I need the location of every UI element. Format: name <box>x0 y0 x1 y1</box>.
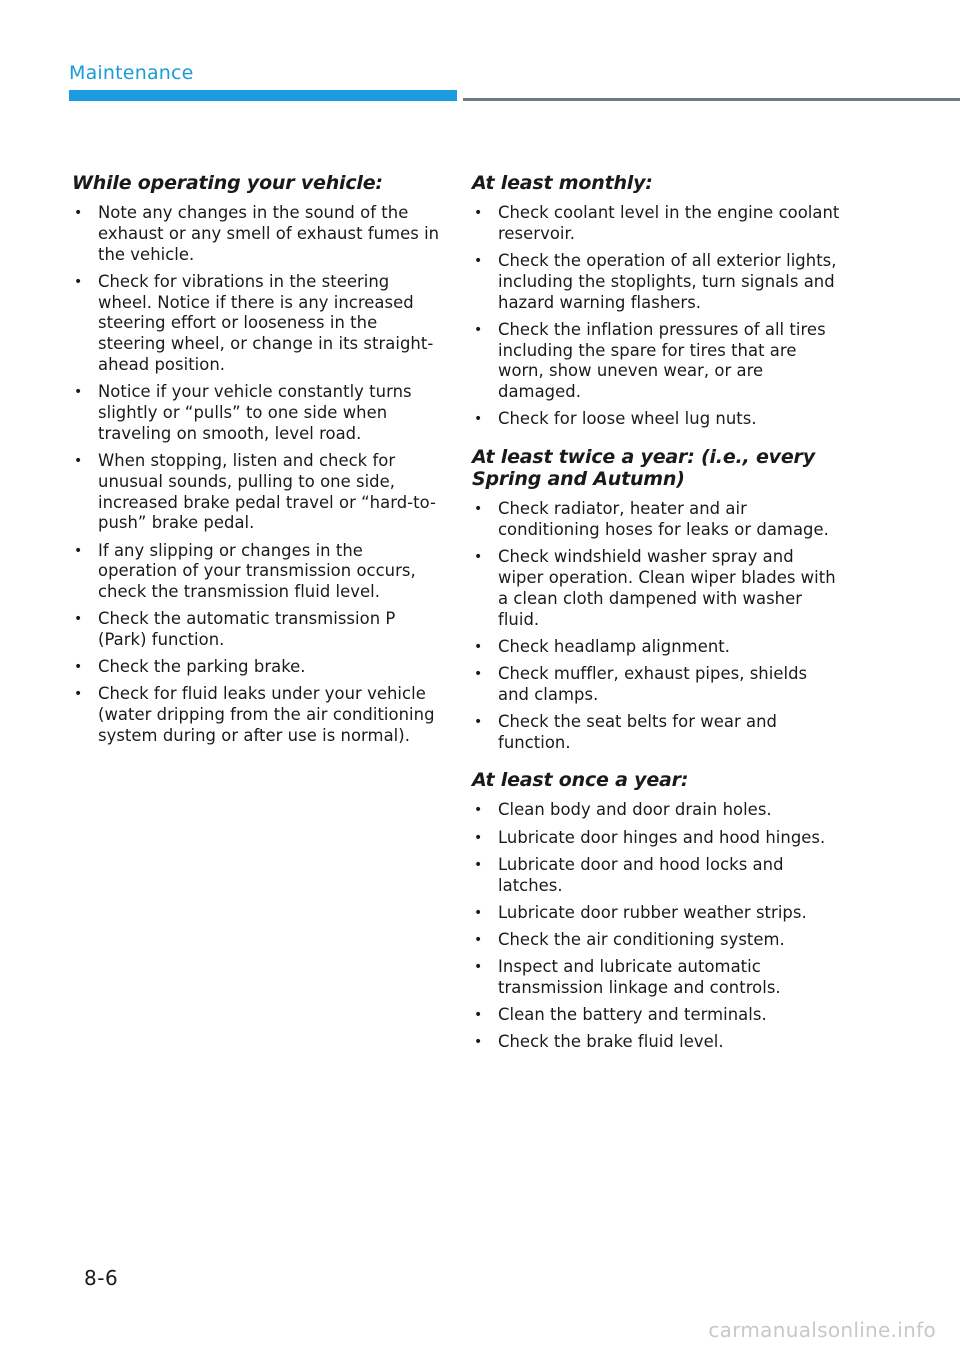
list-item-text: Lubricate door hinges and hood hinges. <box>498 827 826 847</box>
bullet-icon: • <box>474 1007 483 1024</box>
bullet-icon: • <box>474 321 483 338</box>
list-item-text: Lubricate door rubber weather strips. <box>498 902 807 922</box>
bullet-icon: • <box>474 932 483 949</box>
list-item <box>72 272 444 376</box>
list-item <box>472 1032 842 1053</box>
section-heading: At least monthly: <box>472 172 653 194</box>
bullet-icon: • <box>474 856 483 873</box>
bullet-icon: • <box>474 638 483 655</box>
list-item-text: Clean the battery and terminals. <box>498 1005 767 1025</box>
section-monthly <box>472 172 842 430</box>
left-column <box>72 172 444 763</box>
list-item-text: Check the air conditioning system. <box>498 930 785 950</box>
list-item <box>472 203 842 245</box>
list-item-text: Check for vibrations in the steering wheel. Notice if there is any increased steering effort or looseness in the steering wheel, or change in its straight-ahead position. <box>98 271 434 374</box>
section-heading: At least once a year: <box>472 769 689 792</box>
bullet-icon: • <box>474 959 483 976</box>
bullet-icon: • <box>74 452 83 469</box>
bullet-icon: • <box>74 205 83 221</box>
list-item-text: Check the seat belts for wear and function. <box>498 711 777 752</box>
list-item <box>72 203 444 265</box>
bullet-icon: • <box>74 273 83 290</box>
list-item-text: Check headlamp alignment. <box>498 636 730 656</box>
section-heading: While operating your vehicle: <box>72 172 383 194</box>
list-item-text: Check windshield washer spray and wiper operation. Clean wiper blades with a clean cloth dampened with washer fluid. <box>498 547 836 629</box>
list-item <box>472 320 842 403</box>
list-item <box>72 657 444 678</box>
bullet-icon: • <box>474 205 483 221</box>
list-item <box>72 684 444 746</box>
checklist <box>472 800 842 1053</box>
bullet-icon: • <box>474 802 483 819</box>
bullet-icon: • <box>474 252 483 269</box>
list-item-text: Check for fluid leaks under your vehicle (water dripping from the air conditioning system during or after use is normal). <box>98 684 435 746</box>
bullet-icon: • <box>474 1034 483 1051</box>
list-item-text: Check muffler, exhaust pipes, shields and clamps. <box>498 663 808 704</box>
list-item <box>472 547 842 630</box>
bullet-icon: • <box>474 904 483 921</box>
list-item <box>72 609 444 651</box>
section-title: Maintenance <box>69 62 194 84</box>
list-item <box>472 957 842 999</box>
bullet-icon: • <box>74 659 83 676</box>
list-item <box>472 1005 842 1026</box>
bullet-icon: • <box>474 501 483 518</box>
list-item-text: Inspect and lubricate automatic transmission linkage and controls. <box>498 957 781 997</box>
list-item-text: Check for loose wheel lug nuts. <box>498 409 757 429</box>
list-item <box>472 499 842 541</box>
list-item <box>472 712 842 754</box>
list-item <box>72 451 444 534</box>
page-number: 8-6 <box>84 1266 119 1290</box>
bullet-icon: • <box>474 713 483 730</box>
bullet-icon: • <box>74 611 83 628</box>
list-item-text: Check the operation of all exterior lights, including the stoplights, turn signals and hazard warning flashers. <box>498 250 837 312</box>
section-heading: At least twice a year: (i.e., every Spring and Autumn) <box>472 446 815 491</box>
checklist <box>472 499 842 753</box>
list-item-text: Check the parking brake. <box>98 657 306 677</box>
list-item <box>72 541 444 603</box>
bullet-icon: • <box>474 829 483 846</box>
section-while-operating <box>72 172 444 747</box>
header-accent-rule <box>69 90 457 101</box>
list-item-text: If any slipping or changes in the operation of your transmission occurs, check the transmission fluid level. <box>98 540 416 602</box>
list-item <box>472 251 842 313</box>
list-item <box>472 903 842 924</box>
bullet-icon: • <box>474 665 483 682</box>
list-item <box>472 409 842 430</box>
list-item <box>472 828 842 849</box>
list-item-text: Check radiator, heater and air conditioning hoses for leaks or damage. <box>498 499 829 539</box>
right-column <box>472 172 842 1069</box>
bullet-icon: • <box>74 686 83 703</box>
bullet-icon: • <box>74 542 83 559</box>
list-item <box>472 664 842 706</box>
checklist <box>72 203 444 747</box>
bullet-icon: • <box>474 549 483 566</box>
list-item <box>472 637 842 658</box>
list-item-text: Check the automatic transmission P (Park) function. <box>98 609 396 650</box>
bullet-icon: • <box>474 411 483 428</box>
watermark-text: carmanualsonline.info <box>708 1318 936 1342</box>
list-item-text: Clean body and door drain holes. <box>498 800 772 820</box>
section-once-a-year <box>472 769 842 1053</box>
checklist <box>472 203 842 430</box>
list-item <box>472 855 842 897</box>
list-item-text: Check coolant level in the engine coolant reservoir. <box>498 203 840 243</box>
list-item-text: Note any changes in the sound of the exhaust or any smell of exhaust fumes in the vehicle. <box>98 203 440 264</box>
list-item <box>472 930 842 951</box>
section-twice-a-year <box>472 446 842 753</box>
list-item <box>472 800 842 821</box>
list-item-text: Notice if your vehicle constantly turns slightly or “pulls” to one side when traveling on smooth, level road. <box>98 382 412 443</box>
bullet-icon: • <box>74 384 83 401</box>
list-item <box>72 382 444 444</box>
list-item-text: Check the inflation pressures of all tires including the spare for tires that are worn, show uneven wear, or are damaged. <box>498 319 826 402</box>
list-item-text: Check the brake fluid level. <box>498 1032 724 1052</box>
list-item-text: Lubricate door and hood locks and latches. <box>498 854 784 895</box>
list-item-text: When stopping, listen and check for unusual sounds, pulling to one side, increased brake pedal travel or “hard-to-push” brake pedal. <box>98 450 436 533</box>
header-divider-rule <box>463 98 960 101</box>
